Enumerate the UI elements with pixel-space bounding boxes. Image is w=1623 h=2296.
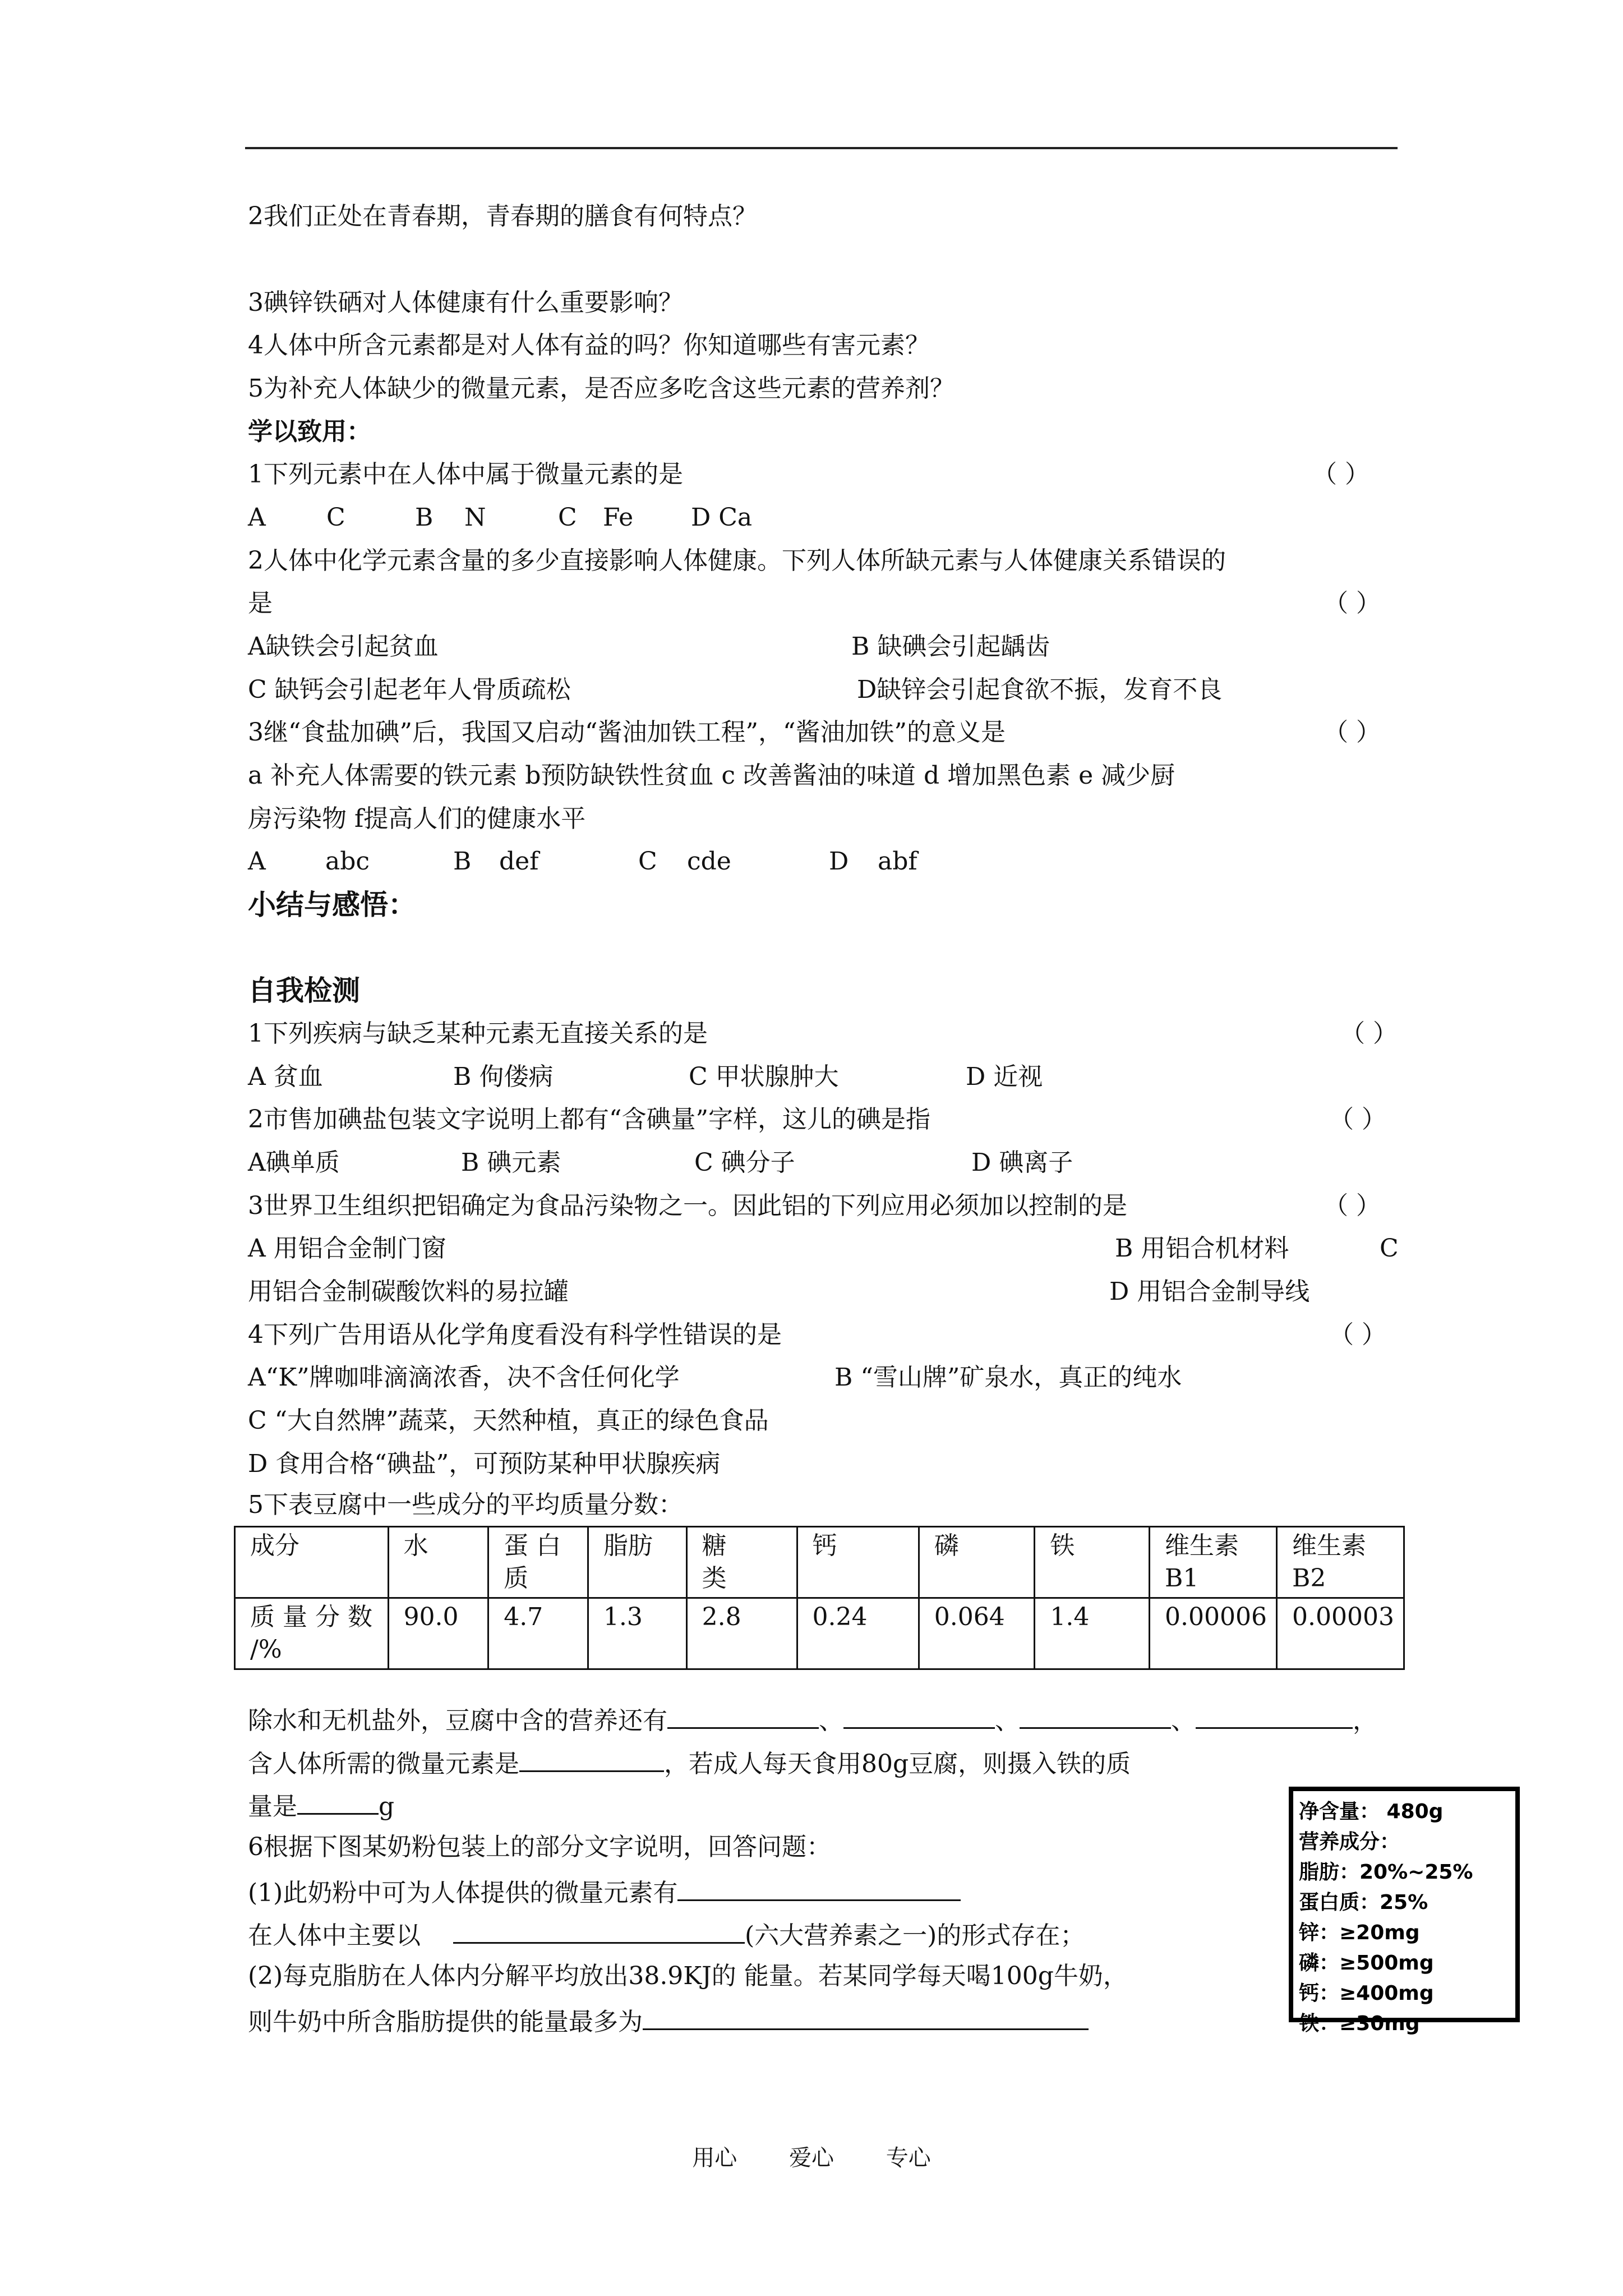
test-q1-opt: B 佝偻病 bbox=[453, 1062, 554, 1091]
table-cell: 0.00006 bbox=[1150, 1598, 1277, 1669]
label-line: 磷：≥500mg bbox=[1299, 1952, 1434, 1975]
tofu-composition-table bbox=[234, 1526, 1405, 1670]
test-q3-opt-b: B 用铝合机材料 bbox=[1115, 1234, 1289, 1263]
test-q2-opt: B 碘元素 bbox=[461, 1148, 561, 1177]
test-q5-prompt: ，若成人每天食用80g豆腐，则摄入铁的质 bbox=[664, 1750, 1131, 1778]
apply-q2-opt-c: C 缺钙会引起老年人骨质疏松 bbox=[248, 675, 571, 704]
test-q5-stem: 5下表豆腐中一些成分的平均质量分数： bbox=[248, 1490, 683, 1519]
table-header-cell: 钙 bbox=[797, 1527, 919, 1598]
test-q1-opt: D 近视 bbox=[966, 1062, 1043, 1091]
apply-q2-opt-b: B 缺碘会引起龋齿 bbox=[851, 632, 1050, 661]
test-q1-bracket: （ ） bbox=[1340, 1019, 1398, 1048]
table-header-cell: 脂肪 bbox=[588, 1527, 686, 1598]
test-q6-part2b bbox=[248, 2004, 1089, 2038]
apply-q3-line3: 房污染物 f提高人们的健康水平 bbox=[248, 804, 586, 833]
review-question-5: 5为补充人体缺少的微量元素，是否应多吃含这些元素的营养剂？ bbox=[248, 374, 955, 403]
table-cell: 质 量 分 数 /% bbox=[235, 1598, 389, 1669]
test-q2-stem: 2市售加碘盐包装文字说明上都有“含碘量”字样，这儿的碘是指 bbox=[248, 1105, 930, 1134]
test-q6-part1b bbox=[248, 1917, 1085, 1952]
answer-blank[interactable] bbox=[667, 1703, 819, 1729]
table-header-cell: 维生素 B2 bbox=[1276, 1527, 1404, 1598]
apply-q1-opt: N bbox=[464, 503, 486, 532]
test-q5-prompt: 量是 bbox=[248, 1792, 297, 1821]
separator: 、 bbox=[1171, 1706, 1196, 1735]
separator: ， bbox=[1353, 1706, 1377, 1735]
test-q3-opt-c-letter: C bbox=[1380, 1234, 1399, 1263]
answer-blank[interactable] bbox=[843, 1703, 995, 1729]
table-header-row bbox=[235, 1527, 1404, 1598]
table-cell: 1.4 bbox=[1035, 1598, 1150, 1669]
test-q4-stem: 4下列广告用语从化学角度看没有科学性错误的是 bbox=[248, 1320, 782, 1349]
table-header-cell: 糖 类 bbox=[686, 1527, 797, 1598]
apply-q1-opt: C bbox=[558, 503, 577, 532]
table-row bbox=[235, 1598, 1404, 1669]
page-footer bbox=[0, 2144, 1623, 2172]
unit-label: g bbox=[379, 1792, 395, 1821]
apply-q1-bracket: （ ） bbox=[1312, 460, 1370, 489]
label-line: 钙：≥400mg bbox=[1299, 1982, 1434, 2005]
footer-word: 专心 bbox=[886, 2145, 931, 2171]
table-cell: 0.064 bbox=[919, 1598, 1035, 1669]
table-cell: 2.8 bbox=[686, 1598, 797, 1669]
test-q6-stem: 6根据下图某奶粉包装上的部分文字说明，回答问题： bbox=[248, 1833, 831, 1861]
table-header-cell: 成分 bbox=[235, 1527, 389, 1598]
apply-q3-opt: def bbox=[499, 847, 539, 876]
test-q4-opt-a: A“K”牌咖啡滴滴浓香，决不含任何化学 bbox=[248, 1363, 680, 1392]
answer-blank[interactable] bbox=[297, 1788, 379, 1815]
test-q3-opt-a: A 用铝合金制门窗 bbox=[248, 1234, 446, 1263]
answer-blank[interactable] bbox=[1020, 1703, 1171, 1729]
test-q2-bracket: （ ） bbox=[1329, 1105, 1386, 1134]
test-q4-opt-d: D 食用合格“碘盐”，可预防某种甲状腺疾病 bbox=[248, 1450, 721, 1478]
apply-q3-stem: 3继“食盐加碘”后，我国又启动“酱油加铁工程”，“酱油加铁”的意义是 bbox=[248, 718, 1006, 747]
apply-q3-opt: C bbox=[638, 847, 657, 876]
apply-q3-opt: A bbox=[248, 847, 266, 876]
header-rule bbox=[245, 147, 1398, 149]
separator: 、 bbox=[995, 1706, 1020, 1735]
test-q1-opt: C 甲状腺肿大 bbox=[689, 1062, 839, 1091]
answer-blank[interactable] bbox=[643, 2004, 1089, 2030]
test-q6-part2: (2)每克脂肪在人体内分解平均放出38.9KJ的 能量。若某同学每天喝100g牛奶， bbox=[248, 1962, 1128, 1990]
test-q3-stem: 3世界卫生组织把铝确定为食品污染物之一。因此铝的下列应用必须加以控制的是 bbox=[248, 1191, 1127, 1220]
test-q5-prompt: 除水和无机盐外，豆腐中含的营养还有 bbox=[248, 1706, 667, 1735]
test-q5-fill-line3 bbox=[248, 1788, 394, 1823]
answer-blank[interactable] bbox=[519, 1746, 664, 1772]
test-q2-opt: D 碘离子 bbox=[971, 1148, 1073, 1177]
apply-q1-opt: D Ca bbox=[691, 503, 753, 532]
table-header-cell: 铁 bbox=[1035, 1527, 1150, 1598]
apply-q3-bracket: （ ） bbox=[1324, 718, 1381, 747]
table-cell: 90.0 bbox=[388, 1598, 488, 1669]
apply-q2-opt-a: A缺铁会引起贫血 bbox=[248, 632, 439, 661]
label-line: 铁：≥30mg bbox=[1299, 2012, 1420, 2035]
apply-q2-stem: 2人体中化学元素含量的多少直接影响人体健康。下列人体所缺元素与人体健康关系错误的 bbox=[248, 546, 1226, 575]
label-line: 锌：≥20mg bbox=[1299, 1921, 1420, 1944]
answer-blank[interactable] bbox=[1196, 1703, 1353, 1729]
test-q3-opt-c: 用铝合金制碳酸饮料的易拉罐 bbox=[248, 1277, 569, 1306]
apply-q2-opt-d: D缺锌会引起食欲不振，发育不良 bbox=[857, 675, 1223, 704]
test-q5-prompt: 含人体所需的微量元素是 bbox=[248, 1750, 519, 1778]
test-q4-bracket: （ ） bbox=[1329, 1320, 1386, 1349]
label-line: 脂肪：20%~25% bbox=[1299, 1861, 1473, 1884]
apply-q1-opt: A bbox=[248, 503, 266, 532]
milk-powder-label bbox=[1289, 1787, 1520, 2035]
label-line: 净含量： 480g bbox=[1299, 1800, 1444, 1823]
review-question-4: 4人体中所含元素都是对人体有益的吗？你知道哪些有害元素？ bbox=[248, 331, 930, 360]
test-q2-opt: A碘单质 bbox=[248, 1148, 340, 1177]
apply-q1-stem: 1下列元素中在人体中属于微量元素的是 bbox=[248, 460, 683, 489]
answer-blank[interactable] bbox=[677, 1875, 961, 1901]
apply-q3-opt: D bbox=[829, 847, 849, 876]
apply-q2-bracket: （ ） bbox=[1324, 589, 1381, 618]
separator: 、 bbox=[819, 1706, 843, 1735]
review-question-2: 2我们正处在青春期，青春期的膳食有何特点？ bbox=[248, 202, 757, 231]
test-q1-stem: 1下列疾病与缺乏某种元素无直接关系的是 bbox=[248, 1019, 708, 1048]
table-header-cell: 蛋 白 质 bbox=[488, 1527, 588, 1598]
apply-q1-opt: B bbox=[415, 503, 434, 532]
test-q5-fill-line1 bbox=[248, 1703, 1377, 1737]
table-cell: 0.00003 bbox=[1276, 1598, 1404, 1669]
apply-q1-opt: C bbox=[326, 503, 345, 532]
review-question-3: 3碘锌铁硒对人体健康有什么重要影响？ bbox=[248, 288, 683, 317]
test-q6-prompt: (1)此奶粉中可为人体提供的微量元素有 bbox=[248, 1879, 678, 1907]
table-header-cell: 磷 bbox=[919, 1527, 1035, 1598]
apply-q2-stem-cont: 是 bbox=[248, 589, 273, 618]
answer-blank[interactable] bbox=[453, 1917, 745, 1944]
footer-word: 用心 bbox=[692, 2145, 737, 2171]
table-cell: 0.24 bbox=[797, 1598, 919, 1669]
test-q1-opt: A 贫血 bbox=[248, 1062, 323, 1091]
test-q6-prompt: 则牛奶中所含脂肪提供的能量最多为 bbox=[248, 2008, 643, 2036]
test-q4-opt-c: C “大自然牌”蔬菜，天然种植，真正的绿色食品 bbox=[248, 1406, 769, 1435]
apply-q3-opt: cde bbox=[687, 847, 731, 876]
apply-q3-line2: a 补充人体需要的铁元素 b预防缺铁性贫血 c 改善酱油的味道 d 增加黑色素 e 减少厨 bbox=[248, 761, 1175, 790]
section-heading-summary: 小结与感悟： bbox=[248, 889, 416, 921]
test-q4-opt-b: B “雪山牌”矿泉水，真正的纯水 bbox=[834, 1363, 1182, 1392]
table-header-cell: 维生素 B1 bbox=[1150, 1527, 1277, 1598]
section-heading-self-test: 自我检测 bbox=[248, 974, 360, 1007]
test-q6-prompt: (六大营养素之一)的形式存在； bbox=[745, 1921, 1085, 1950]
apply-q3-opt: B bbox=[453, 847, 472, 876]
section-heading-apply: 学以致用： bbox=[248, 417, 371, 446]
label-line: 营养成分： bbox=[1299, 1830, 1400, 1853]
apply-q1-opt: Fe bbox=[603, 503, 634, 532]
test-q6-prompt: 在人体中主要以 bbox=[248, 1921, 421, 1950]
apply-q3-opt: abf bbox=[878, 847, 917, 876]
table-cell: 4.7 bbox=[488, 1598, 588, 1669]
test-q3-opt-d: D 用铝合金制导线 bbox=[1109, 1277, 1310, 1306]
table-cell: 1.3 bbox=[588, 1598, 686, 1669]
test-q3-bracket: （ ） bbox=[1324, 1191, 1381, 1220]
label-line: 蛋白质：25% bbox=[1299, 1891, 1428, 1914]
footer-word: 爱心 bbox=[789, 2145, 834, 2171]
table-header-cell: 水 bbox=[388, 1527, 488, 1598]
test-q2-opt: C 碘分子 bbox=[694, 1148, 795, 1177]
test-q6-part1 bbox=[248, 1875, 961, 1909]
test-q5-fill-line2 bbox=[248, 1746, 1131, 1780]
apply-q3-opt: abc bbox=[325, 847, 370, 876]
